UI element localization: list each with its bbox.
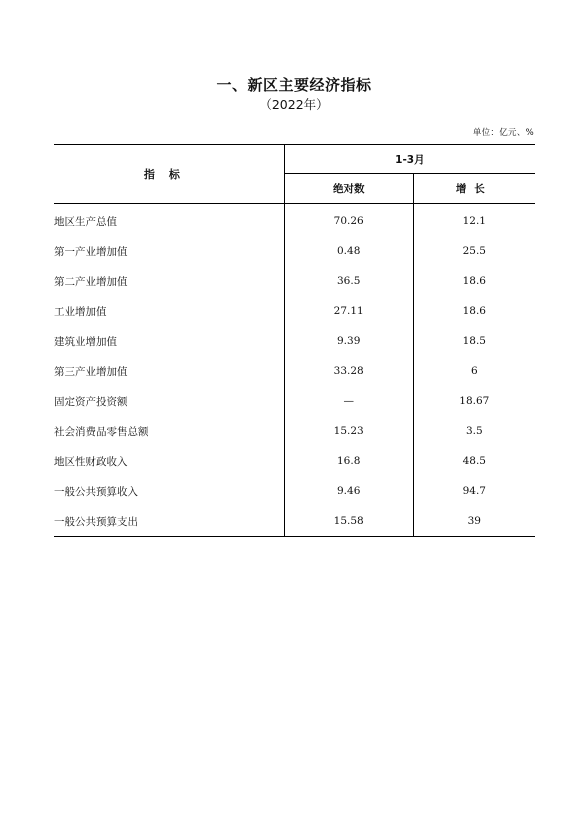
table-row <box>54 506 535 537</box>
absolute-value: 27.11 <box>284 296 413 326</box>
indicator-name: 工业增加值 <box>54 305 107 318</box>
table-body <box>54 204 535 537</box>
table-row <box>54 416 535 446</box>
growth-value: 6 <box>413 356 535 386</box>
indicator-name: 建筑业增加值 <box>54 335 117 348</box>
absolute-value: 33.28 <box>284 356 413 386</box>
indicator-name: 一般公共预算收入 <box>54 485 138 498</box>
absolute-value: 16.8 <box>284 446 413 476</box>
growth-value: 18.6 <box>413 266 535 296</box>
indicator-name: 一般公共预算支出 <box>54 506 284 537</box>
table-row <box>54 204 535 237</box>
absolute-value: 70.26 <box>284 204 413 237</box>
growth-column-header: 增长 <box>413 174 535 204</box>
table-row <box>54 296 535 326</box>
indicator-column-header: 指标 <box>54 145 284 204</box>
growth-value: 48.5 <box>413 446 535 476</box>
table-row <box>54 356 535 386</box>
growth-value: 3.5 <box>413 416 535 446</box>
document-subtitle: （2022年） <box>259 97 329 112</box>
table-row <box>54 326 535 356</box>
period-header: 1-3月 <box>284 145 535 174</box>
absolute-value: 9.39 <box>284 326 413 356</box>
growth-value: 39 <box>413 506 535 537</box>
indicator-name: 第三产业增加值 <box>54 365 128 378</box>
table-row <box>54 386 535 416</box>
absolute-value: 0.48 <box>284 236 413 266</box>
absolute-column-header: 绝对数 <box>284 174 413 204</box>
indicator-name: 地区性财政收入 <box>54 455 128 468</box>
growth-value: 18.6 <box>413 296 535 326</box>
indicator-name: 固定资产投资额 <box>54 395 128 408</box>
document-title: 一、新区主要经济指标 <box>216 76 372 94</box>
table-row <box>54 236 535 266</box>
growth-value: 25.5 <box>413 236 535 266</box>
growth-value: 94.7 <box>413 476 535 506</box>
indicator-name: 社会消费品零售总额 <box>54 425 149 438</box>
unit-note: 单位：亿元、% <box>472 128 534 138</box>
indicator-name: 第二产业增加值 <box>54 275 128 288</box>
absolute-value: 15.23 <box>284 416 413 446</box>
absolute-value: 15.58 <box>284 506 413 537</box>
absolute-value: — <box>284 386 413 416</box>
indicator-name: 第一产业增加值 <box>54 245 128 258</box>
table-row <box>54 446 535 476</box>
table-row <box>54 476 535 506</box>
absolute-value: 9.46 <box>284 476 413 506</box>
indicators-table <box>54 144 535 537</box>
growth-value: 12.1 <box>413 204 535 237</box>
absolute-value: 36.5 <box>284 266 413 296</box>
growth-value: 18.5 <box>413 326 535 356</box>
growth-value: 18.67 <box>413 386 535 416</box>
table-row <box>54 266 535 296</box>
indicator-name: 地区生产总值 <box>54 215 117 228</box>
